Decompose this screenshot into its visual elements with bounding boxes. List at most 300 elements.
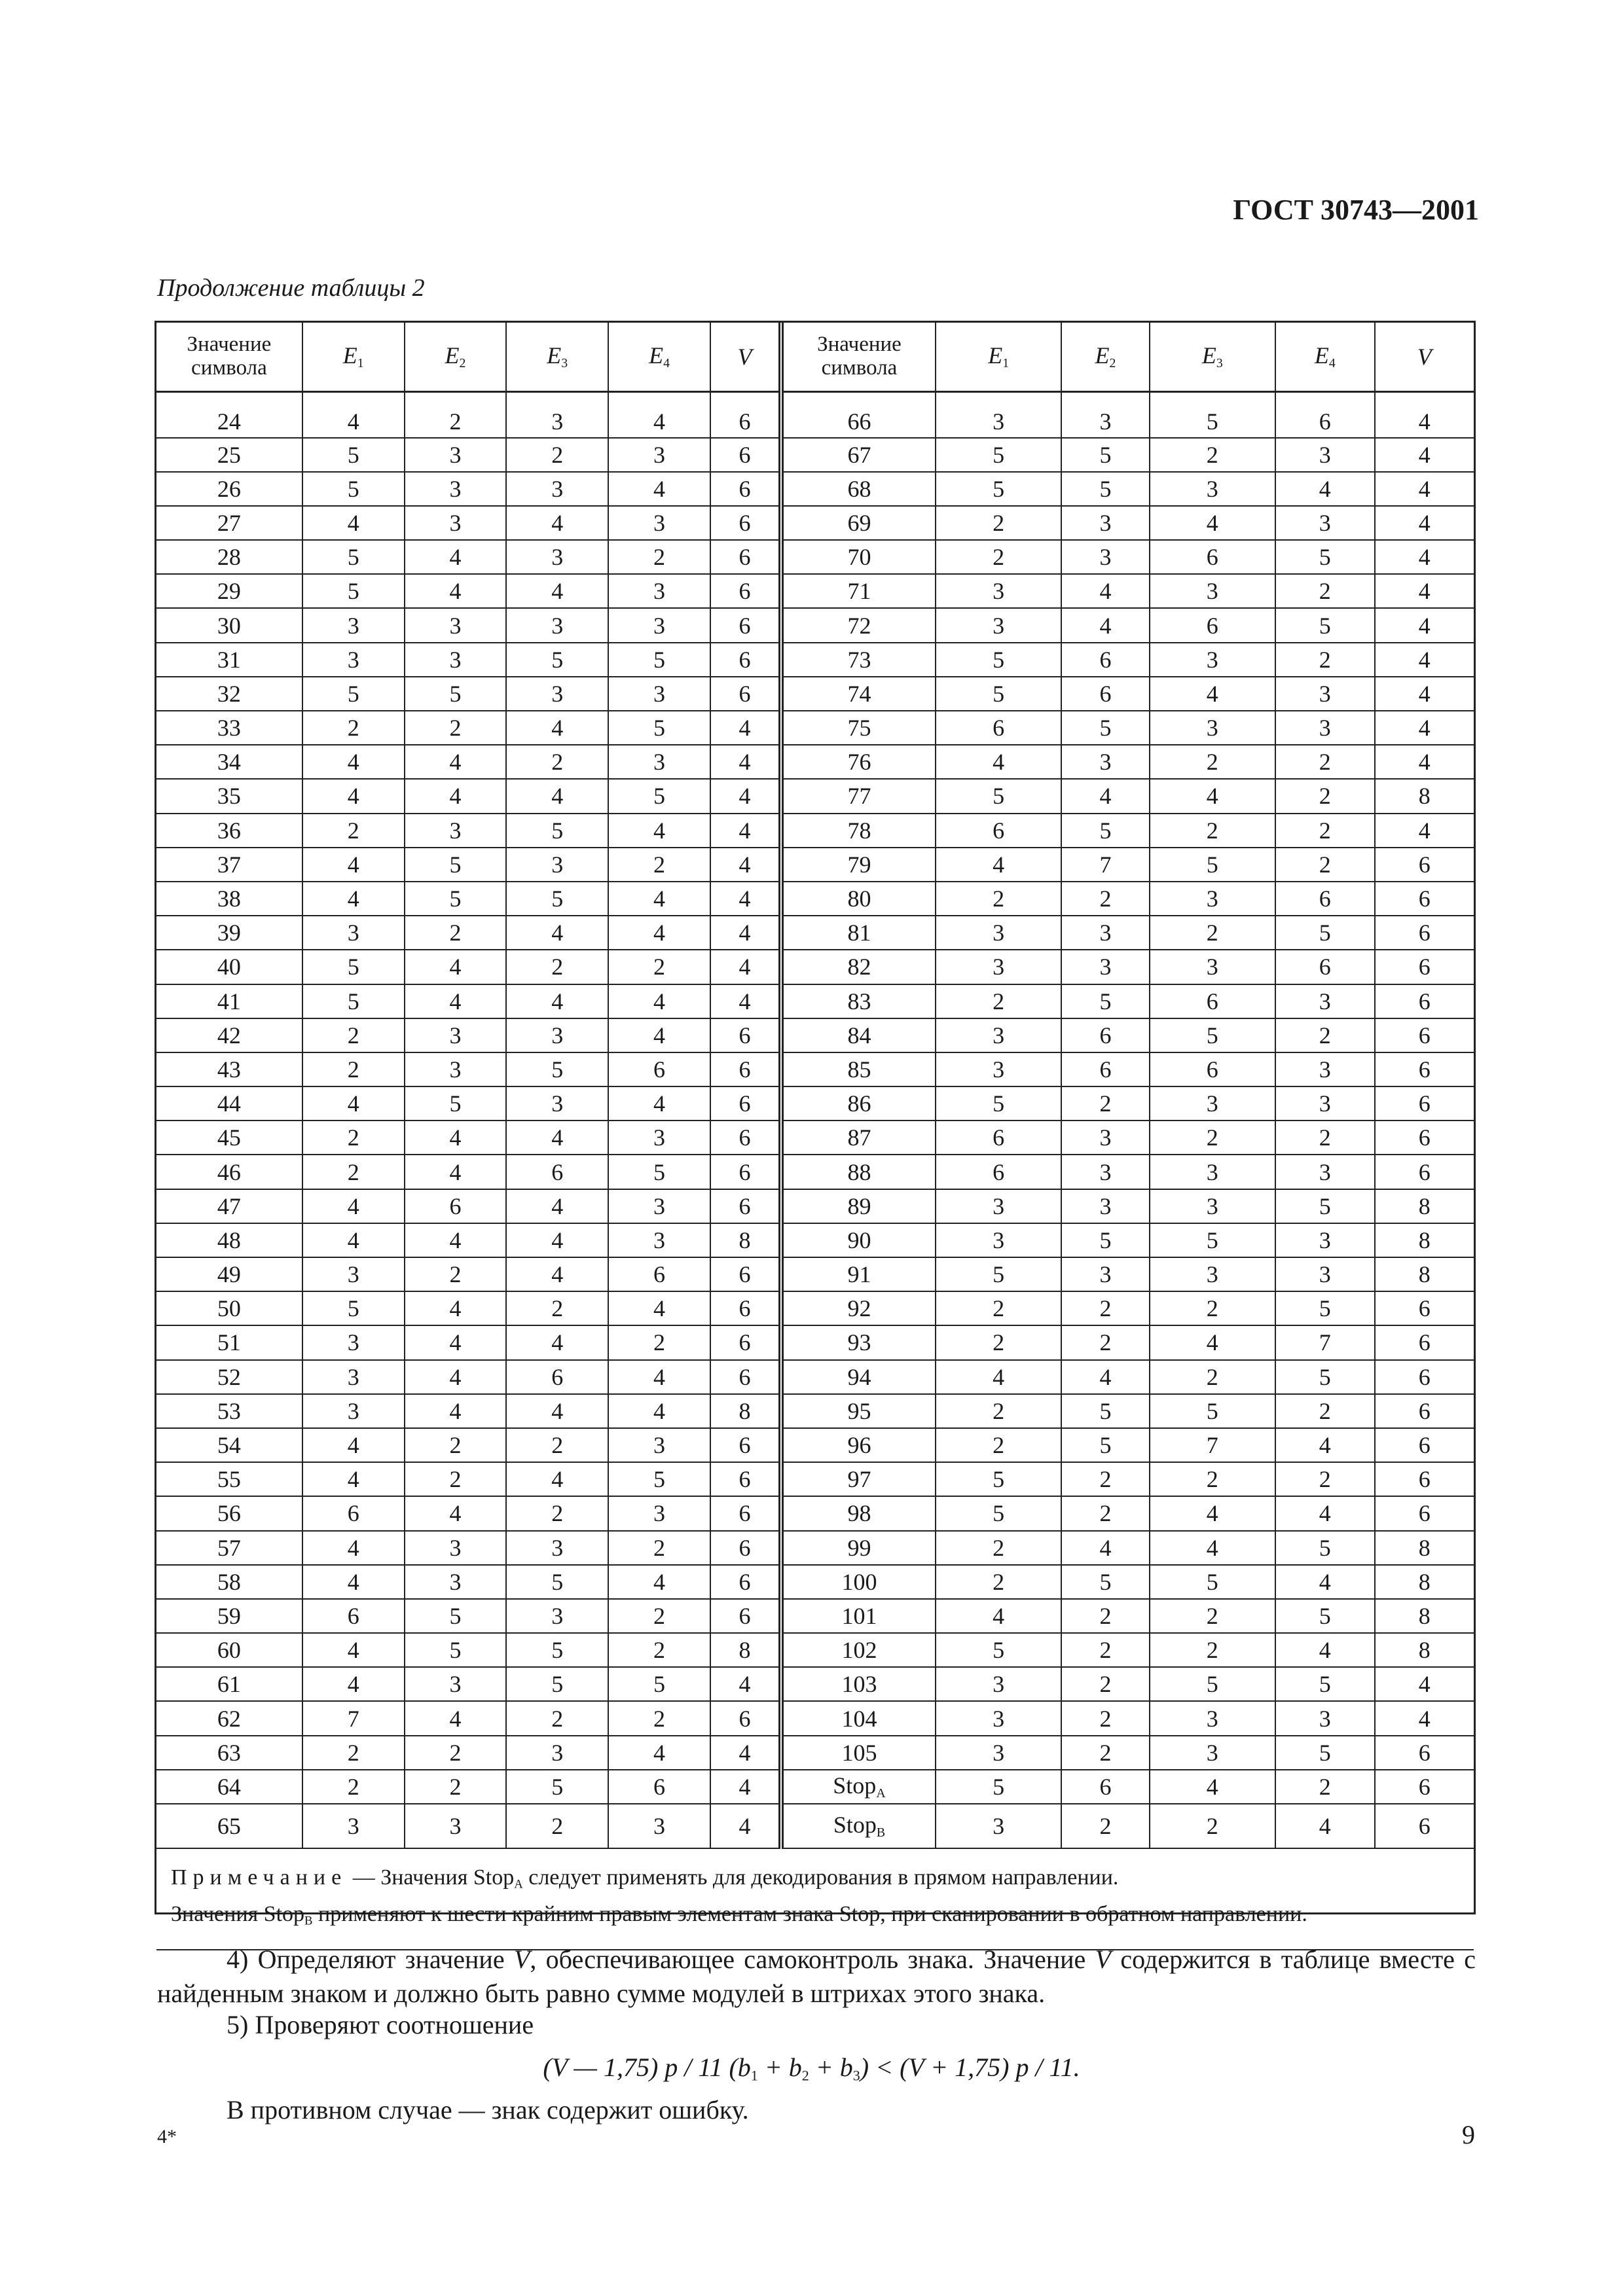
table-cell: 2 — [302, 711, 405, 745]
table-cell: 5 — [302, 984, 405, 1018]
table-cell: 52 — [156, 1360, 302, 1394]
table-cell: 6 — [710, 643, 781, 677]
table-row — [156, 1360, 1474, 1394]
table-cell: 2 — [936, 882, 1062, 916]
table-cell: 3 — [506, 472, 608, 506]
table-cell: 4 — [302, 1428, 405, 1462]
table-cell: 26 — [156, 472, 302, 506]
table-cell: 3 — [936, 1804, 1062, 1848]
table-cell: 6 — [506, 1360, 608, 1394]
table-cell: 5 — [1061, 472, 1149, 506]
table-row — [156, 540, 1474, 574]
table-cell: 4 — [405, 1360, 507, 1394]
table-cell: 4 — [1275, 1428, 1374, 1462]
table-row — [156, 984, 1474, 1018]
table-cell: 105 — [781, 1736, 936, 1770]
table-cell: 6 — [936, 1155, 1062, 1189]
table-cell: 5 — [302, 540, 405, 574]
table-cell: 6 — [1375, 1496, 1474, 1530]
subscript: 3 — [1216, 355, 1223, 370]
table-cell: 6 — [1375, 1394, 1474, 1428]
table-cell: 5 — [936, 677, 1062, 711]
table-cell: 6 — [1375, 1155, 1474, 1189]
table-row — [156, 1394, 1474, 1428]
table-cell: 87 — [781, 1121, 936, 1155]
table-cell: 6 — [506, 1155, 608, 1189]
column-header-symbol: Значение символа — [156, 323, 302, 392]
table-cell: 5 — [405, 1086, 507, 1121]
table-row — [156, 1155, 1474, 1189]
table-cell: 8 — [1375, 1599, 1474, 1633]
table-cell: 3 — [405, 438, 507, 472]
table-cell: 5 — [1275, 916, 1374, 950]
table-cell: 4 — [1275, 1496, 1374, 1530]
table-cell: 2 — [1061, 882, 1149, 916]
table-row — [156, 643, 1474, 677]
table-cell: 41 — [156, 984, 302, 1018]
table-cell: 46 — [156, 1155, 302, 1189]
table-cell: 2 — [608, 540, 710, 574]
table-cell: 5 — [506, 882, 608, 916]
table-cell: 3 — [1275, 711, 1374, 745]
table-cell: 2 — [608, 1633, 710, 1667]
table-cell: 4 — [710, 950, 781, 984]
table-cell: 5 — [1061, 814, 1149, 848]
table-row — [156, 1189, 1474, 1223]
table-cell: 6 — [710, 1428, 781, 1462]
table-cell: 6 — [710, 1291, 781, 1325]
table-cell: 66 — [781, 392, 936, 438]
table-row — [156, 574, 1474, 608]
table-cell: 3 — [608, 1189, 710, 1223]
inequality-formula: (V — 1,75) p / 11 $(b_1 + b_2 + b_3) < (V + 1,75)$ p / 11. — [543, 2053, 1080, 2084]
column-header-e3: $E_3$ — [506, 323, 608, 392]
table-cell: 4 — [710, 745, 781, 779]
table-cell: 3 — [608, 1428, 710, 1462]
table-cell: 3 — [1275, 1701, 1374, 1735]
table-cell: 44 — [156, 1086, 302, 1121]
table-cell: 3 — [936, 1018, 1062, 1052]
table-cell: 8 — [1375, 1189, 1474, 1223]
table-row — [156, 1257, 1474, 1291]
table-cell: 6 — [936, 1121, 1062, 1155]
table-cell: 2 — [936, 506, 1062, 540]
table-cell: 4 — [608, 1394, 710, 1428]
table-cell: 6 — [710, 1599, 781, 1633]
table-row — [156, 608, 1474, 642]
table-cell: 6 — [1375, 1052, 1474, 1086]
table-cell: 6 — [1061, 1770, 1149, 1804]
table-cell: 6 — [1150, 540, 1276, 574]
table-cell: 5 — [1061, 438, 1149, 472]
table-cell: 5 — [1061, 984, 1149, 1018]
table-cell: 2 — [608, 1599, 710, 1633]
table-cell: 2 — [1150, 1360, 1276, 1394]
table-cell: 3 — [608, 1804, 710, 1848]
table-cell: 3 — [608, 574, 710, 608]
table-cell: 2 — [1275, 1121, 1374, 1155]
table-cell: 4 — [506, 1121, 608, 1155]
table-cell: 79 — [781, 848, 936, 882]
table-cell: 25 — [156, 438, 302, 472]
table-cell: 90 — [781, 1223, 936, 1257]
table-cell: 3 — [1061, 745, 1149, 779]
table-cell: 4 — [302, 1633, 405, 1667]
table-cell: 3 — [302, 1804, 405, 1848]
table-cell: 34 — [156, 745, 302, 779]
table-cell: 4 — [1275, 1804, 1374, 1848]
table-cell: 5 — [608, 711, 710, 745]
table-cell: 2 — [405, 1770, 507, 1804]
table-cell: 3 — [1061, 392, 1149, 438]
table-row — [156, 1667, 1474, 1701]
table-cell: 5 — [1150, 1223, 1276, 1257]
table-cell: 4 — [936, 1360, 1062, 1394]
table-cell: 4 — [506, 1189, 608, 1223]
table-cell: 3 — [608, 1121, 710, 1155]
table-cell: 5 — [1275, 1531, 1374, 1565]
subscript: B — [876, 1825, 886, 1840]
table-cell: 28 — [156, 540, 302, 574]
table-cell: 4 — [1375, 608, 1474, 642]
table-cell: 3 — [1061, 1189, 1149, 1223]
table-cell: 4 — [1375, 574, 1474, 608]
table-cell: 5 — [1275, 1360, 1374, 1394]
table-cell: 4 — [608, 984, 710, 1018]
table-cell: 42 — [156, 1018, 302, 1052]
table-cell: 6 — [710, 392, 781, 438]
table-cell: 4 — [710, 779, 781, 813]
table-cell: 4 — [1150, 1770, 1276, 1804]
column-header-e1: $E_1$ — [936, 323, 1062, 392]
table-cell: 5 — [1061, 1565, 1149, 1599]
table-cell: 2 — [1150, 1121, 1276, 1155]
table-cell: 3 — [506, 1599, 608, 1633]
table-cell: 2 — [936, 984, 1062, 1018]
table-cell: 3 — [1150, 472, 1276, 506]
table-cell: 3 — [1275, 1257, 1374, 1291]
table-cell: 4 — [302, 1223, 405, 1257]
table-cell: 2 — [302, 1018, 405, 1052]
table-cell: 3 — [1150, 1736, 1276, 1770]
subscript: 2 — [1109, 355, 1116, 370]
table-cell: 100 — [781, 1565, 936, 1599]
table-cell: 3 — [302, 1257, 405, 1291]
table-cell: 3 — [405, 608, 507, 642]
var-v: V — [513, 1945, 530, 1974]
table-cell: 39 — [156, 916, 302, 950]
table-cell: 3 — [405, 506, 507, 540]
table-cell: 4 — [608, 1360, 710, 1394]
table-cell: 4 — [405, 1394, 507, 1428]
table-cell: 5 — [405, 882, 507, 916]
table-cell: 2 — [506, 745, 608, 779]
table-cell: 4 — [405, 950, 507, 984]
table-cell: 2 — [506, 950, 608, 984]
table-cell: 3 — [302, 1360, 405, 1394]
column-header-e3: $E_3$ — [1150, 323, 1276, 392]
table-cell: 2 — [1061, 1701, 1149, 1735]
table-cell: 49 — [156, 1257, 302, 1291]
table-cell: 4 — [608, 916, 710, 950]
table-cell: 67 — [781, 438, 936, 472]
table-cell: 5 — [1061, 1428, 1149, 1462]
table-cell: 2 — [506, 1428, 608, 1462]
table-cell: 4 — [1150, 779, 1276, 813]
table-cell: 6 — [710, 1155, 781, 1189]
table-cell: 5 — [302, 1291, 405, 1325]
table-cell: 4 — [1375, 1701, 1474, 1735]
table-cell: 4 — [936, 848, 1062, 882]
table-cell: 4 — [1061, 574, 1149, 608]
table-cell: 2 — [1061, 1804, 1149, 1848]
table-cell: 6 — [710, 1086, 781, 1121]
table-cell: 5 — [506, 1052, 608, 1086]
table-cell: 2 — [936, 540, 1062, 574]
table-row — [156, 1496, 1474, 1530]
table-cell: 5 — [608, 1667, 710, 1701]
table-row — [156, 711, 1474, 745]
table-cell: 6 — [1061, 677, 1149, 711]
table-cell: 80 — [781, 882, 936, 916]
table-cell: 4 — [710, 984, 781, 1018]
table-cell: 71 — [781, 574, 936, 608]
table-cell: 2 — [608, 848, 710, 882]
table-cell: 4 — [1375, 677, 1474, 711]
table-cell: 4 — [608, 1565, 710, 1599]
table-row — [156, 472, 1474, 506]
table-cell: 4 — [506, 1257, 608, 1291]
table-note: Примечание — Значения Stop$_A$ следует применять для декодирования в прямом направлении. Значения Stop$_B$ применяют к шести крайним правым элементам знака Stop, при сканировании в обратном направлении. — [156, 1848, 1474, 1950]
table-row — [156, 1121, 1474, 1155]
paragraph-otherwise: В противном случае — знак содержит ошибку. — [227, 2095, 749, 2125]
table-cell: 4 — [302, 392, 405, 438]
table-cell: 2 — [1275, 643, 1374, 677]
table-cell: 99 — [781, 1531, 936, 1565]
table-cell: 4 — [506, 984, 608, 1018]
table-cell: 2 — [1275, 574, 1374, 608]
table-cell: 2 — [506, 1496, 608, 1530]
table-cell: 89 — [781, 1189, 936, 1223]
table-cell: 3 — [405, 472, 507, 506]
table-cell: 5 — [608, 643, 710, 677]
table-cell: 3 — [1275, 506, 1374, 540]
table-row — [156, 1462, 1474, 1496]
table-cell: 5 — [608, 779, 710, 813]
table-cell: 4 — [302, 882, 405, 916]
table-cell: 3 — [302, 916, 405, 950]
code-table — [155, 321, 1476, 1928]
table-cell: 2 — [1275, 1770, 1374, 1804]
table-row — [156, 1086, 1474, 1121]
table-cell: 4 — [1375, 1667, 1474, 1701]
table-cell: 2 — [405, 392, 507, 438]
table-cell: 2 — [1061, 1462, 1149, 1496]
table-cell: 81 — [781, 916, 936, 950]
table-cell: 3 — [1275, 1086, 1374, 1121]
table-cell: 6 — [936, 711, 1062, 745]
table-cell: 51 — [156, 1325, 302, 1359]
table-row — [156, 745, 1474, 779]
table-cell: 69 — [781, 506, 936, 540]
table-cell: 84 — [781, 1018, 936, 1052]
table-cell: 3 — [405, 1018, 507, 1052]
note-label: Примечание — [171, 1865, 348, 1890]
table-cell: 2 — [1275, 1462, 1374, 1496]
table-cell: 33 — [156, 711, 302, 745]
table-cell: 2 — [936, 1394, 1062, 1428]
table-cell: 6 — [1375, 1736, 1474, 1770]
table-cell: 4 — [302, 779, 405, 813]
table-cell: 2 — [1061, 1325, 1149, 1359]
table-cell: 4 — [710, 1736, 781, 1770]
table-cell: 6 — [608, 1052, 710, 1086]
table-cell: 2 — [1061, 1086, 1149, 1121]
table-row — [156, 1701, 1474, 1735]
table-cell: 4 — [506, 574, 608, 608]
table-cell: 5 — [506, 1770, 608, 1804]
table-cell: 64 — [156, 1770, 302, 1804]
table-cell: 2 — [1061, 1291, 1149, 1325]
subscript: 4 — [1328, 355, 1336, 370]
table-cell: 2 — [302, 814, 405, 848]
table-cell: 2 — [302, 1770, 405, 1804]
table-cell: 2 — [302, 1155, 405, 1189]
table-cell: 2 — [302, 1052, 405, 1086]
table-cell: 5 — [302, 950, 405, 984]
table-cell: 6 — [710, 472, 781, 506]
var-b: b — [839, 2053, 853, 2082]
table-cell: 2 — [302, 1121, 405, 1155]
table-cell: 4 — [1375, 745, 1474, 779]
table-cell: 8 — [710, 1633, 781, 1667]
table-row — [156, 506, 1474, 540]
table-row — [156, 814, 1474, 848]
table-cell: 2 — [506, 1291, 608, 1325]
table-cell: 3 — [405, 814, 507, 848]
table-cell: 3 — [608, 745, 710, 779]
table-cell: 6 — [1375, 916, 1474, 950]
table-cell: 4 — [405, 1701, 507, 1735]
table-cell: 2 — [405, 1257, 507, 1291]
table-cell: 3 — [936, 950, 1062, 984]
table-cell: 3 — [302, 608, 405, 642]
table-cell: 6 — [1150, 984, 1276, 1018]
table-cell: 91 — [781, 1257, 936, 1291]
table-cell: 4 — [710, 848, 781, 882]
table-cell: 5 — [405, 1599, 507, 1633]
subscript: 1 — [750, 2067, 758, 2084]
table-cell: Stop$_A$ — [781, 1770, 936, 1804]
table-cell: 37 — [156, 848, 302, 882]
column-header-e4: $E_4$ — [608, 323, 710, 392]
table-cell: 6 — [1375, 882, 1474, 916]
table-cell: 8 — [1375, 779, 1474, 813]
table-cell: 4 — [1275, 1565, 1374, 1599]
table-cell: 5 — [506, 643, 608, 677]
table-row — [156, 438, 1474, 472]
table-cell: 7 — [1150, 1428, 1276, 1462]
table-cell: 4 — [506, 506, 608, 540]
table-cell: 2 — [936, 1565, 1062, 1599]
table-cell: 8 — [1375, 1223, 1474, 1257]
table-cell: 5 — [1275, 540, 1374, 574]
table-cell: 8 — [1375, 1257, 1474, 1291]
table-cell: 5 — [1150, 848, 1276, 882]
table-cell: 3 — [936, 608, 1062, 642]
table-cell: 6 — [936, 814, 1062, 848]
table-cell: 5 — [1061, 711, 1149, 745]
table-cell: 72 — [781, 608, 936, 642]
table-cell: 4 — [1150, 677, 1276, 711]
table-cell: 5 — [936, 438, 1062, 472]
table-cell: 2 — [1150, 916, 1276, 950]
table-cell: 4 — [302, 1531, 405, 1565]
table-cell: 3 — [608, 1496, 710, 1530]
table-row — [156, 1428, 1474, 1462]
subscript: 1 — [1002, 355, 1010, 370]
table-cell: 93 — [781, 1325, 936, 1359]
table-caption: Продолжение таблицы 2 — [157, 274, 425, 302]
table-cell: 4 — [405, 540, 507, 574]
table-cell: 6 — [1275, 392, 1374, 438]
table-cell: 3 — [506, 1736, 608, 1770]
table-cell: 5 — [936, 1257, 1062, 1291]
subscript: 4 — [663, 355, 670, 370]
table-cell: 6 — [1375, 1428, 1474, 1462]
table-cell: 94 — [781, 1360, 936, 1394]
table-cell: 6 — [1061, 1018, 1149, 1052]
page-number: 9 — [1462, 2120, 1475, 2149]
table-cell: 6 — [710, 1052, 781, 1086]
table-cell: 54 — [156, 1428, 302, 1462]
table-cell: 6 — [710, 1121, 781, 1155]
table-cell: 2 — [302, 1736, 405, 1770]
table-cell: 2 — [1150, 438, 1276, 472]
table-cell: 4 — [710, 916, 781, 950]
table-cell: Stop$_B$ — [781, 1804, 936, 1848]
table-cell: 24 — [156, 392, 302, 438]
table-cell: 38 — [156, 882, 302, 916]
table-cell: 4 — [608, 1291, 710, 1325]
table-cell: 55 — [156, 1462, 302, 1496]
table-cell: 40 — [156, 950, 302, 984]
table-cell: 3 — [936, 1052, 1062, 1086]
table-cell: 5 — [1275, 1189, 1374, 1223]
table-cell: 3 — [405, 643, 507, 677]
table-cell: 5 — [405, 1633, 507, 1667]
table-cell: 4 — [506, 779, 608, 813]
table-cell: 3 — [1150, 1257, 1276, 1291]
table-cell: 3 — [1275, 438, 1374, 472]
table-cell: 6 — [710, 1496, 781, 1530]
table-cell: 4 — [302, 848, 405, 882]
table-cell: 5 — [1150, 1667, 1276, 1701]
table-cell: 3 — [936, 1701, 1062, 1735]
table-cell: 2 — [506, 438, 608, 472]
table-cell: 3 — [1275, 1223, 1374, 1257]
table-cell: 3 — [936, 916, 1062, 950]
table-cell: 4 — [506, 1394, 608, 1428]
table-cell: 5 — [302, 472, 405, 506]
table-row — [156, 950, 1474, 984]
table-row — [156, 1531, 1474, 1565]
table-cell: 3 — [1275, 1155, 1374, 1189]
table-cell: 4 — [1150, 1496, 1276, 1530]
table-cell: 5 — [302, 677, 405, 711]
table-cell: 3 — [1275, 677, 1374, 711]
table-cell: 4 — [1375, 814, 1474, 848]
